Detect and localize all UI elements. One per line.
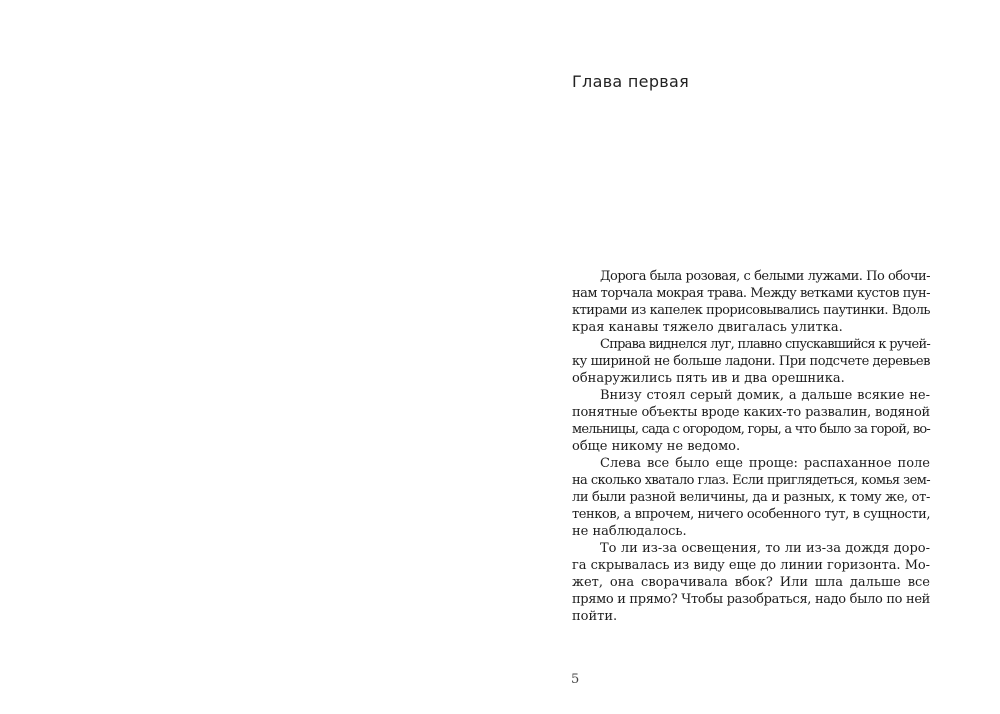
paragraph (572, 540, 930, 625)
page-number: 5 (571, 672, 580, 687)
chapter-title: Глава первая (572, 72, 690, 91)
text-line: Слева все было еще проще: распаханное поле (600, 456, 930, 471)
paragraph (572, 268, 930, 336)
text-line: То ли из-за освещения, то ли из-за дождя доро- (600, 541, 930, 556)
text-line: понятные объекты вроде каких-то развалин, водяной (572, 405, 930, 420)
text-line: мельницы, сада с огородом, горы, а что было за горой, во- (572, 422, 930, 437)
text-line: прямо и прямо? Чтобы разобраться, надо было по ней (572, 592, 930, 607)
text-line: пойти. (572, 609, 618, 624)
text-line: на сколько хватало глаз. Если приглядеться, комья зем- (572, 473, 930, 488)
text-line: тенков, а впрочем, ничего особенного тут, в сущности, (572, 507, 930, 522)
text-line: ктирами из капелек прорисовывались паутинки. Вдоль (572, 303, 930, 318)
text-line: края канавы тяжело двигалась улитка. (572, 320, 843, 335)
text-line: нам торчала мокрая трава. Между ветками кустов пун- (572, 286, 930, 301)
text-line: Справа виднелся луг, плавно спускавшийся к ручей- (600, 337, 930, 352)
text-line: обнаружились пять ив и два орешника. (572, 371, 845, 386)
text-line: ли были разной величины, да и разных, к тому же, от- (572, 490, 930, 505)
text-line: Дорога была розовая, с белыми лужами. По обочи- (600, 269, 930, 284)
text-line: жет, она сворачивала вбок? Или шла дальше все (572, 575, 930, 590)
text-line: га скрывалась из виду еще до линии горизонта. Мо- (572, 558, 930, 573)
paragraph (572, 455, 930, 540)
text-line: обще никому не ведомо. (572, 439, 741, 454)
text-line: ку шириной не больше ладони. При подсчете деревьев (572, 354, 930, 369)
paragraph (572, 387, 930, 455)
text-line: не наблюдалось. (572, 524, 687, 539)
paragraph (572, 336, 930, 387)
text-line: Внизу стоял серый домик, а дальше всякие не- (600, 388, 930, 403)
body-text (572, 268, 930, 625)
